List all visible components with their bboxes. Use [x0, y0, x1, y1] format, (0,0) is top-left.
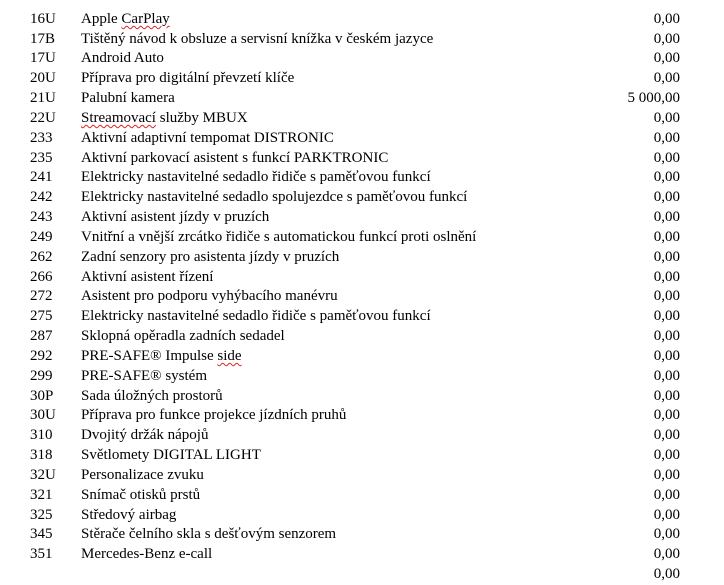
option-description: Streamovací služby MBUX [81, 109, 248, 126]
list-item [0, 406, 724, 426]
list-item [0, 486, 724, 506]
option-price: 0,00 [653, 526, 680, 543]
option-price: 0,00 [653, 169, 680, 186]
list-item [0, 89, 724, 109]
option-code: 241 [30, 169, 53, 186]
option-price: 0,00 [653, 248, 680, 265]
option-code: 30U [30, 407, 56, 424]
list-item [0, 188, 724, 208]
option-description: Android Auto [81, 50, 164, 67]
option-description: Aktivní asistent jízdy v pruzích [81, 209, 270, 226]
option-description: Elektricky nastavitelné sedadlo řidiče s paměťovou funkcí [81, 308, 431, 325]
option-price: 0,00 [653, 427, 680, 444]
option-description: Mercedes-Benz e-call [81, 546, 213, 563]
list-item [0, 248, 724, 268]
option-description: Elektricky nastavitelné sedadlo spolujezdce s paměťovou funkcí [81, 189, 468, 206]
option-price: 5 000,00 [627, 90, 680, 107]
option-code: 243 [30, 209, 53, 226]
option-price: 0,00 [653, 486, 680, 503]
option-description: Sada úložných prostorů [81, 387, 223, 404]
option-description: Aktivní adaptivní tempomat DISTRONIC [81, 129, 334, 146]
option-code: 22U [30, 109, 56, 126]
list-item [0, 268, 724, 288]
option-code: 235 [30, 149, 53, 166]
option-code: 262 [30, 248, 53, 265]
option-price: 0,00 [653, 387, 680, 404]
option-code: 351 [30, 546, 53, 563]
option-code: 32U [30, 466, 56, 483]
list-item [0, 525, 724, 545]
option-price: 0,00 [653, 209, 680, 226]
option-code: 233 [30, 129, 53, 146]
option-code: 17U [30, 50, 56, 67]
option-description: Středový airbag [81, 506, 177, 523]
option-price: 0,00 [653, 447, 680, 464]
option-price: 0,00 [653, 328, 680, 345]
option-description: Dvojitý držák nápojů [81, 427, 209, 444]
list-item [0, 426, 724, 446]
option-description: Příprava pro digitální převzetí klíče [81, 70, 295, 87]
list-item [0, 69, 724, 89]
option-code: 318 [30, 447, 53, 464]
list-item [0, 466, 724, 486]
option-price: 0,00 [653, 50, 680, 67]
list-item [0, 149, 724, 169]
option-description: PRE-SAFE® Impulse side [81, 347, 242, 364]
option-code: 325 [30, 506, 53, 523]
option-price: 0,00 [653, 347, 680, 364]
option-code: 310 [30, 427, 53, 444]
option-price: 0,00 [653, 506, 680, 523]
option-description: Snímač otisků prstů [81, 486, 201, 503]
option-description: Stěrače čelního skla s dešťovým senzorem [81, 526, 337, 543]
spellcheck-word: CarPlay [121, 10, 170, 27]
option-description: Apple CarPlay [81, 10, 170, 27]
option-code: 345 [30, 526, 53, 543]
option-price: 0,00 [653, 407, 680, 424]
list-item [0, 545, 724, 565]
option-code: 17B [30, 30, 56, 47]
option-code: 21U [30, 90, 56, 107]
option-price: 0,00 [653, 288, 680, 305]
option-code: 266 [30, 268, 53, 285]
option-description: Personalizace zvuku [81, 466, 204, 483]
option-code: 249 [30, 228, 53, 245]
option-price: 0,00 [653, 228, 680, 245]
option-code: 299 [30, 367, 53, 384]
option-price: 0,00 [653, 70, 680, 87]
list-item [0, 10, 724, 30]
option-description: Zadní senzory pro asistenta jízdy v pruzích [81, 248, 340, 265]
option-code: 292 [30, 347, 53, 364]
list-item [0, 0, 724, 10]
list-item [0, 387, 724, 407]
option-price: 0,00 [653, 10, 680, 27]
list-item [0, 506, 724, 526]
option-price: 0,00 [653, 546, 680, 563]
list-item [0, 228, 724, 248]
option-price: 0,00 [653, 189, 680, 206]
option-code: 30P [30, 387, 54, 404]
list-item [0, 307, 724, 327]
option-code: 242 [30, 189, 53, 206]
option-price: 0,00 [653, 268, 680, 285]
option-description: Aktivní parkovací asistent s funkcí PARKTRONIC [81, 149, 389, 166]
option-description: Asistent pro podporu vyhýbacího manévru [81, 288, 338, 305]
option-description: Sklopná opěradla zadních sedadel [81, 328, 285, 345]
option-price: 0,00 [653, 367, 680, 384]
list-item [0, 30, 724, 50]
option-code: 275 [30, 308, 53, 325]
option-price: 0,00 [653, 30, 680, 47]
option-description: Elektricky nastavitelné sedadlo řidiče s paměťovou funkcí [81, 169, 431, 186]
option-price: 0,00 [653, 149, 680, 166]
option-code: 20U [30, 70, 56, 87]
option-description: Aktivní asistent řízení [81, 268, 214, 285]
option-description: Příprava pro funkce projekce jízdních pruhů [81, 407, 347, 424]
list-item [0, 109, 724, 129]
list-item [0, 129, 724, 149]
option-price: 0,00 [653, 466, 680, 483]
option-code: 287 [30, 328, 53, 345]
option-code: 272 [30, 288, 53, 305]
list-item [0, 327, 724, 347]
option-price: 0,00 [653, 109, 680, 126]
option-code: 321 [30, 486, 53, 503]
option-description: Palubní kamera [81, 90, 175, 107]
list-item [0, 347, 724, 367]
list-item [0, 208, 724, 228]
list-item [0, 49, 724, 69]
spellcheck-word: side [217, 347, 242, 364]
option-description: PRE-SAFE® systém [81, 367, 207, 384]
list-item [0, 446, 724, 466]
option-price: 0,00 [653, 308, 680, 325]
option-price: 0,00 [653, 129, 680, 146]
option-description: Vnitřní a vnější zrcátko řidiče s automatickou funkcí proti oslnění [81, 228, 477, 245]
list-item [0, 367, 724, 387]
list-item [0, 168, 724, 188]
spellcheck-word: Streamovací [81, 109, 156, 126]
option-code: 16U [30, 10, 56, 27]
option-price: 0,00 [653, 566, 680, 583]
list-item [0, 565, 724, 585]
list-item [0, 287, 724, 307]
option-description: Světlomety DIGITAL LIGHT [81, 447, 261, 464]
option-description: Tištěný návod k obsluze a servisní knížka v českém jazyce [81, 30, 434, 47]
